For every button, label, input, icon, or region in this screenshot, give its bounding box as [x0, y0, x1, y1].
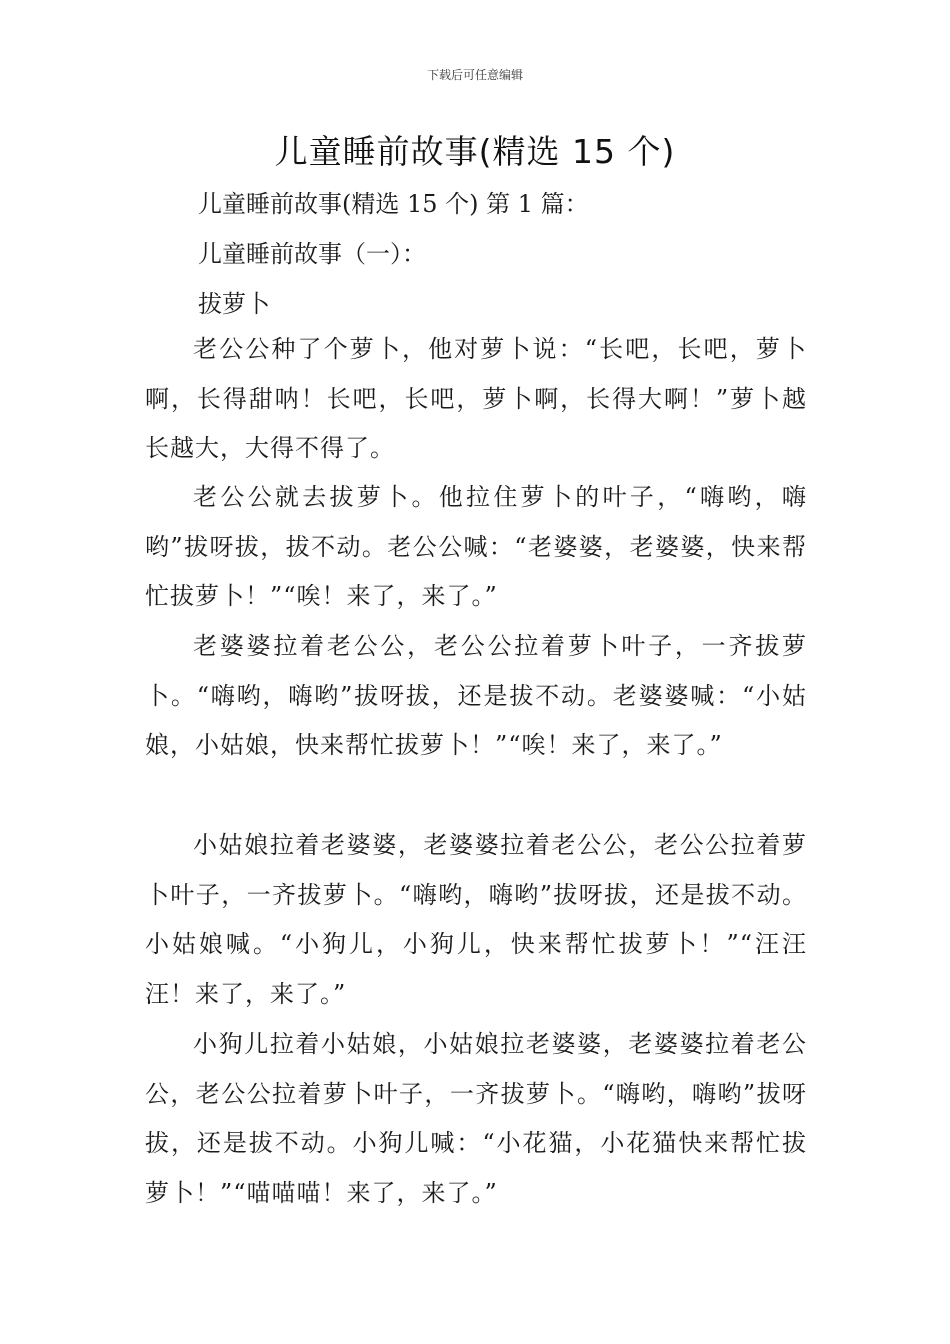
paragraph-1: 老公公种了个萝卜，他对萝卜说：“长吧，长吧，萝卜啊，长得甜呐！长吧，长吧，萝卜啊，长得大啊！”萝卜越长越大，大得不得了。 [145, 335, 807, 463]
story-title: 拔萝卜 [198, 290, 270, 318]
paragraph-4: 小姑娘拉着老婆婆，老婆婆拉着老公公，老公公拉着萝卜叶子，一齐拔萝卜。“嗨哟，嗨哟”拔呀拔，还是拔不动。小姑娘喊。“小狗儿，小狗儿，快来帮忙拔萝卜！”“汪汪汪！来了，来了。” [145, 831, 807, 1008]
subtitle: 儿童睡前故事(精选 15 个) 第 1 篇： [198, 190, 589, 218]
header-note: 下载后可任意编辑 [426, 68, 523, 82]
section-heading: 儿童睡前故事（一）： [198, 240, 426, 268]
paragraph-3: 老婆婆拉着老公公，老公公拉着萝卜叶子，一齐拔萝卜。“嗨哟，嗨哟”拔呀拔，还是拔不动。老婆婆喊：“小姑娘，小姑娘，快来帮忙拔萝卜！”“唉！来了，来了。” [145, 632, 807, 760]
page-title: 儿童睡前故事(精选 15 个) [274, 132, 676, 171]
paragraph-2: 老公公就去拔萝卜。他拉住萝卜的叶子，“嗨哟，嗨哟”拔呀拔，拔不动。老公公喊：“老婆婆，老婆婆，快来帮忙拔萝卜！”“唉！来了，来了。” [145, 483, 807, 611]
paragraph-5: 小狗儿拉着小姑娘，小姑娘拉老婆婆，老婆婆拉着老公公，老公公拉着萝卜叶子，一齐拔萝卜。“嗨哟，嗨哟”拔呀拔，还是拔不动。小狗儿喊：“小花猫，小花猫快来帮忙拔萝卜！”“喵喵喵！来了，来了。” [145, 1030, 807, 1207]
